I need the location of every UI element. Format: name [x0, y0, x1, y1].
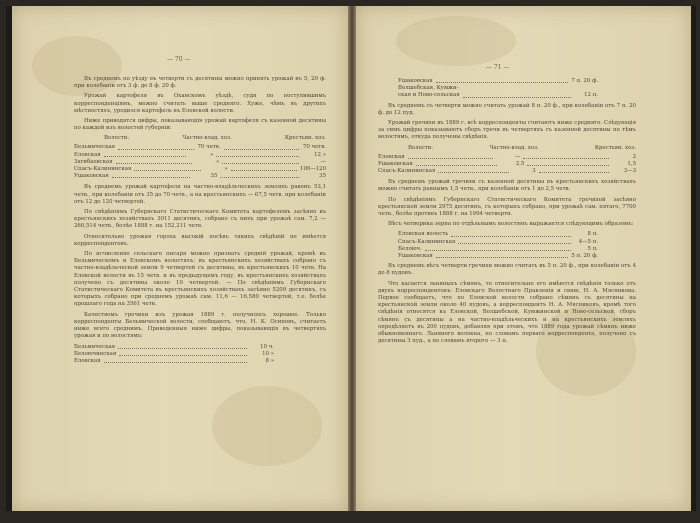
row-value: —	[514, 153, 521, 160]
row-value: 8 »	[265, 357, 274, 364]
paragraph: Въ среднемъ вѣсъ четверти гречихи можно считать въ 5 п. 20 ф., при колебаніи отъ 4 до 8 пудовъ.	[378, 263, 636, 277]
paragraph: По свѣдѣніямъ Губернскаго Статистическаго Комитета картофелемъ засѣяно въ крестьянскихъ хозяйствахъ 3011 десятинъ, собрано съ нихъ при урожаѣ сам. 7,2 — 260,514 четв., болѣе 1888 г. на 152,211 четв.	[74, 209, 326, 230]
table-row	[398, 85, 598, 92]
table-header-col: Частно-влад. хоз.	[182, 135, 232, 142]
row-value: 10 ч.	[260, 343, 274, 350]
row-value: 70 четв.	[197, 144, 221, 151]
paragraph: Урожай картофеля въ Оханскомъ уѣздѣ, судя по поступившимъ корреспонденціямъ, можно считать выше средняго. Хуже, чѣмъ въ другихъ мѣстностяхъ, уродился картофель въ Еловской волости.	[74, 93, 326, 114]
row-value: 12 п.	[584, 92, 598, 99]
row-name: Бельмическая	[74, 144, 116, 151]
row-name: Ушаковская	[398, 253, 433, 260]
row-value: 2,5	[515, 160, 525, 167]
row-name: Загибаевская	[74, 158, 113, 165]
row-name: Спасъ-Калининская	[398, 238, 456, 245]
paragraph: Въ среднемъ урожай гречихи съ казенной десятины въ крестьянскихъ хозяйствахъ можно считать равнымъ 1,5 четв., при колебаніи отъ 1 до 2,5 четв.	[378, 179, 636, 193]
row-value: 4—5 п.	[578, 238, 598, 245]
row-value: 7 п. 20 ф.	[571, 78, 598, 84]
row-name: Спасъ-Калининская	[74, 166, 132, 173]
row-name: Еловская	[74, 357, 101, 364]
table-row	[74, 144, 326, 151]
row-name: Еловская	[378, 153, 405, 160]
weight-table	[398, 78, 598, 100]
book-spread	[6, 6, 696, 511]
book-gutter	[348, 6, 356, 511]
table-header-col: Частно-влад. хоз.	[489, 144, 539, 151]
table-row	[398, 92, 598, 99]
table-row	[378, 168, 636, 175]
table-row	[74, 173, 326, 180]
paragraph: Въ среднемъ по уѣзду въ четверти съ десятины можно принять урожай въ 5, 20 ф. при колебаніи отъ 3 ф. до 8 ф. 20 ф.	[74, 76, 326, 90]
weight-table	[398, 231, 598, 260]
table-row	[378, 161, 636, 168]
table-row	[74, 166, 326, 173]
row-value: 10 »	[262, 350, 274, 357]
table-header-col: Крестьян. хоз.	[594, 144, 636, 151]
page-number: — 71 —	[486, 64, 510, 71]
paragraph: Въ среднемъ съ четверти можно считать урожай 8 п. 20 ф., при колебаніи отъ 7 п. 20 ф. до 12 пуд.	[378, 102, 636, 116]
table-row	[398, 246, 598, 253]
page-number: — 70 —	[167, 56, 191, 63]
paragraph: Относительно урожая гороха высокій посѣвъ такихъ свѣдѣній не имѣется корреспондентовъ.	[74, 233, 326, 247]
row-value: »	[210, 151, 214, 158]
table-row	[398, 253, 598, 260]
table-header-col: Крестьян. хоз.	[284, 135, 326, 142]
row-name: Белоючинская	[74, 350, 117, 357]
paragraph: По свѣдѣніямъ Губернскаго Статистическаго Комитета гречихой засѣяно крестьянской земли 2975 десятинъ, съ которыхъ собрано, при урожаѣ сам. пятаго, 7700 четв., болѣе противъ 1888 г. на 1994 четверти.	[378, 196, 636, 218]
table-row	[74, 159, 326, 166]
row-value: 2	[632, 153, 636, 160]
paper-stain	[396, 16, 516, 66]
paragraph: Качествомъ гречихи изъ урожая 1889 г. получилось хорошее. Только корреспонденты Бельмической волости, сообщаютъ, что, Н. К. Осиповъ, считаетъ ниже всего среднимъ. Приведенныя ниже цифры, показывающія въ четвертяхъ урожая и по волостямъ:	[74, 311, 326, 340]
row-value: 3	[532, 168, 536, 175]
row-value: 5 п. 20 ф.	[571, 253, 598, 260]
right-page	[356, 6, 691, 511]
row-name: Бельмическая	[74, 343, 116, 350]
left-page	[12, 6, 348, 511]
row-name: Еловская волость	[398, 231, 449, 238]
table-row	[74, 351, 274, 358]
row-value: »	[216, 158, 220, 165]
row-value: 12 »	[314, 151, 326, 158]
row-name: Еловская	[74, 151, 101, 158]
row-value: 70 четв.	[302, 144, 326, 151]
row-name: Белоюч.	[398, 245, 422, 252]
row-name: Ушаковская	[398, 78, 433, 84]
row-value: 35	[210, 173, 218, 180]
right-page-body	[378, 78, 636, 503]
table-row	[398, 239, 598, 246]
paragraph: Въ среднемъ урожай картофеля на частно-владѣльческихъ земляхъ равенъ 53,1 четв., при колебаніи отъ 35 до 70 четв., а на крестьянскихъ — 67,5 четв. при колебаніи отъ 12 до 120 четвертей.	[74, 184, 326, 205]
paragraph: По исчисленію сельскаго писаря можно признать средній урожай, кромѣ въ Бельмическомъ и Еловскомъ волостяхъ: въ крестьянскихъ хозяйствахъ собрано съ частно-владѣльческой земли 9 четвертей съ десятины, въ крестьянскихъ 10 четв. На Еловской волости въ 15 четв. и въ предыдущемъ году, въ крестьянскихъ хозяйствахъ получено съ десятины около 10 четвертей. — По свѣдѣніямъ Губернскаго Статистическаго Комитета въ крестьянскихъ хозяйствахъ засѣяно 5209 десятинъ, съ которыхъ собрано при среднемъ урожаѣ сам. 11,6 — 16,580 четвертей, т.е. болѣе прошлаго года на 3561 четв.	[74, 251, 326, 308]
row-name: Ушаковская	[378, 160, 413, 167]
row-value	[574, 85, 598, 92]
row-value: 3—3	[623, 168, 636, 175]
row-value: »	[224, 166, 228, 173]
row-value: 100—120	[300, 166, 326, 173]
weight-table	[74, 344, 274, 366]
table-row	[74, 152, 326, 159]
row-value: 8 п.	[587, 231, 598, 238]
paragraph: Вѣсъ четверика зерна по отдѣльнымъ волостямъ выражается слѣдующимъ образомъ:	[388, 221, 634, 228]
table-row	[74, 344, 274, 351]
table-header	[378, 145, 636, 152]
row-value: 35	[319, 173, 326, 180]
paragraph: Что касается льняныхъ сѣмянъ, то относительно его имѣются свѣдѣнія только отъ двухъ корреспондентовъ: Еловскаго Волостнаго Правленія и свящ. Н. А. Мясникова. Первое сообщаетъ, что по Еловской волости собрано сѣмянъ съ десятины на крестьянской земли около 40 пудовъ, а корреспондентъ Н. А. Мясниковъ, кромѣ того свѣдѣнія относятся къ Еловской, Волшебской, Кумжинской и Ново-сельской, сборъ сѣмянъ съ десятины а на частно-владѣльческихъ и на крестьянскихъ земляхъ опредѣляетъ въ 200 пудовъ, добавляя при этомъ, что 1889 года урожай сѣмянъ ниже обыкновеннаго. Льняного волокна, по словамъ перваго корреспондента, получено съ десятины 3 пуд., а по словамъ второго — 3 п.	[378, 280, 636, 345]
table-header	[74, 135, 326, 142]
table-row	[74, 358, 274, 365]
row-value: 1,5	[627, 160, 636, 167]
row-value: —	[320, 158, 326, 165]
row-name: ская и Ново-сельская	[398, 92, 460, 99]
left-page-body	[74, 76, 326, 506]
table-row	[398, 231, 598, 238]
table-header-col: Волости.	[104, 135, 130, 142]
row-name: Волшебская, Кумжи-	[398, 85, 459, 92]
row-name: Спасъ-Калининская	[378, 168, 436, 175]
table-header-col: Волости.	[408, 144, 434, 151]
table-row	[378, 154, 636, 161]
row-name: Ушаковская	[74, 173, 109, 180]
paragraph: Урожай гречихи въ 1889 г. всѣ корреспонденты считаютъ ниже средняго. Слѣдующія за симъ цифры показываютъ сборъ гречи въ четвертяхъ съ казенной десятины по тѣмъ волостямъ, откуда получены свѣдѣнія.	[378, 120, 636, 141]
row-value: 5 п.	[587, 245, 598, 252]
paragraph: Ниже приводятся цифры, показывающія урожай картофеля съ казенной десятины по каждой изъ волостей губерніи:	[74, 118, 326, 132]
